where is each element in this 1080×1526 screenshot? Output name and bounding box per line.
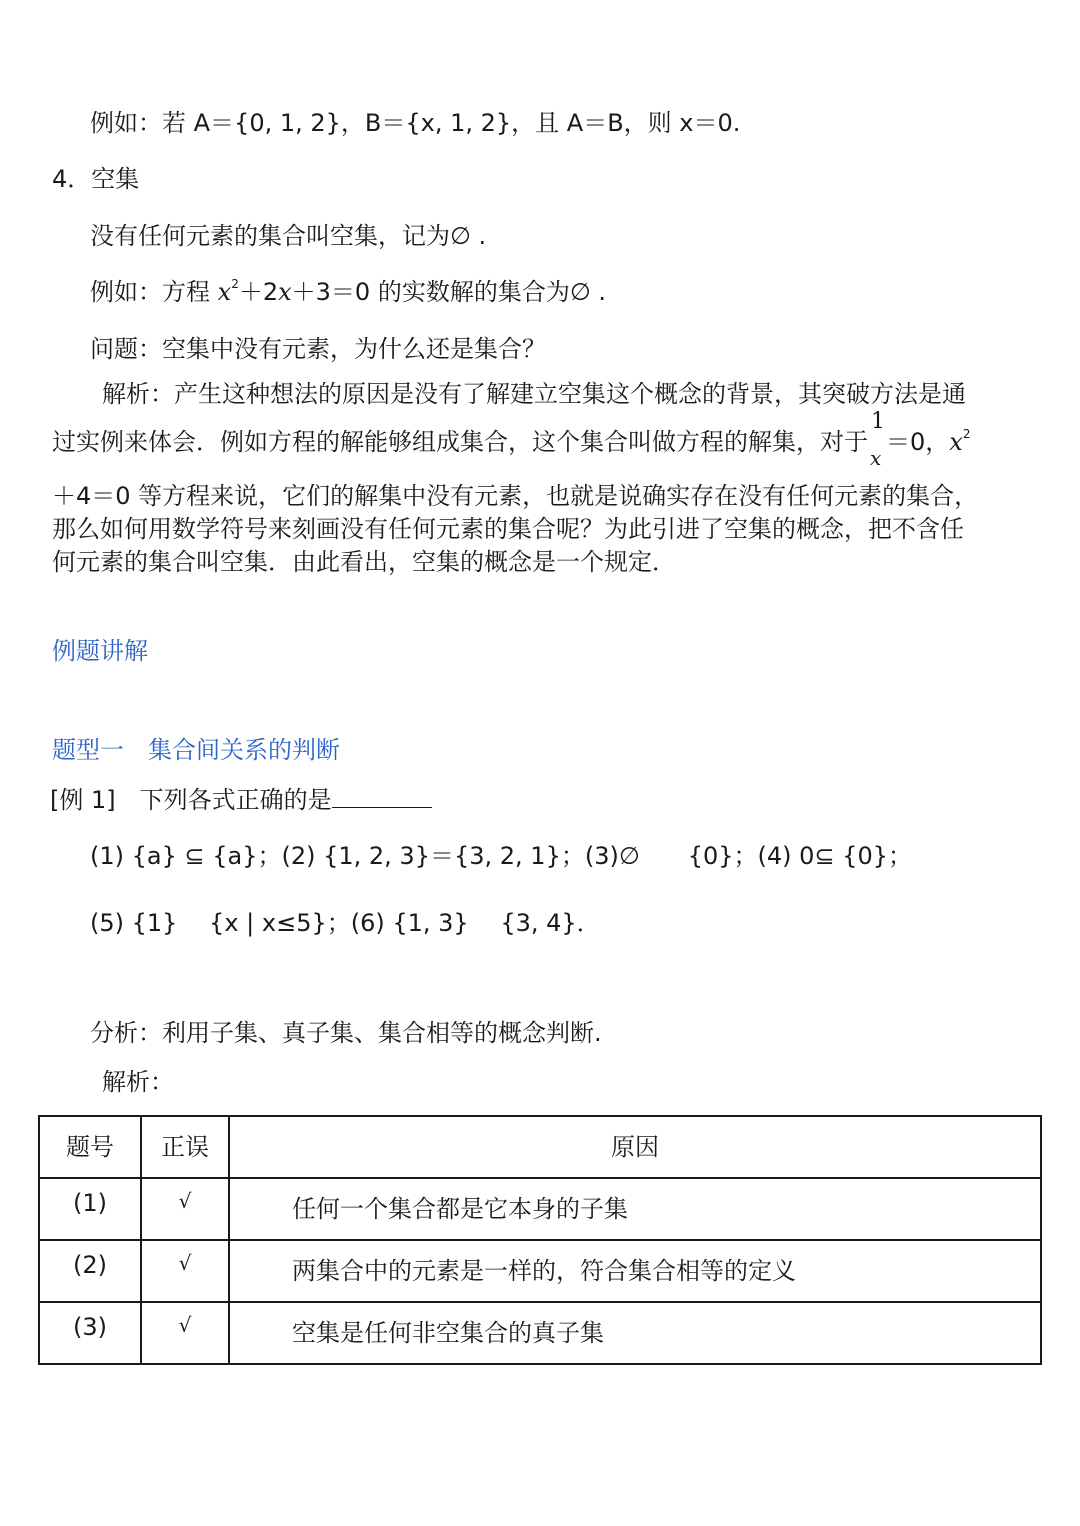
example-1-label: [例 1] — [50, 786, 116, 814]
analysis-line-1: 解析：产生这种想法的原因是没有了解建立空集这个概念的背景，其突破方法是通 — [102, 380, 966, 408]
table-header-row — [39, 1116, 1041, 1178]
header-correctness: 正误 — [141, 1116, 229, 1178]
analysis-line-2-mid: ＝0， — [886, 428, 950, 456]
example-1-prompt — [50, 784, 432, 816]
header-reason: 原因 — [229, 1116, 1041, 1178]
check-icon: √ — [141, 1302, 229, 1364]
equation-var-x: x — [217, 278, 232, 306]
answer-table — [38, 1115, 1042, 1365]
analysis-line-4: 那么如何用数学符号来刻画没有任何元素的集合呢？为此引进了空集的概念，把不含任 — [52, 515, 964, 543]
fraction-numerator: 1 — [871, 409, 885, 434]
example-set-equality: 例如：若 A＝{0, 1, 2}，B＝{x, 1, 2}，且 A＝B，则 x＝0. — [90, 109, 741, 137]
table-row — [39, 1302, 1041, 1364]
analysis-line-5: 何元素的集合叫空集．由此看出，空集的概念是一个规定． — [52, 548, 676, 576]
row-number: (3) — [39, 1302, 141, 1364]
example-1-items-line-2: (5) {1} {x | x≤5}；(6) {1, 3} {3, 4}． — [90, 909, 601, 937]
question-line: 问题：空集中没有元素，为什么还是集合？ — [90, 335, 546, 363]
row-number: (1) — [39, 1178, 141, 1240]
equation-mid: ＋2 — [238, 278, 279, 306]
equation-example — [90, 276, 606, 312]
section-4-title: 4．空集 — [52, 165, 140, 193]
empty-set-definition: 没有任何元素的集合叫空集，记为∅ . — [90, 222, 487, 250]
row-number: (2) — [39, 1240, 141, 1302]
analysis-line-2-prefix: 过实例来体会．例如方程的解能够组成集合，这个集合叫做方程的解集，对于 — [52, 428, 868, 456]
check-icon: √ — [141, 1178, 229, 1240]
table-row — [39, 1240, 1041, 1302]
analysis-hint: 分析：利用子集、真子集、集合相等的概念判断. — [90, 1019, 602, 1047]
fraction-denominator: x — [870, 446, 882, 470]
analysis-var-x: x — [949, 428, 963, 456]
table-row — [39, 1178, 1041, 1240]
equation-suffix: ＋3＝0 的实数解的集合为∅ . — [291, 278, 606, 306]
check-icon: √ — [141, 1240, 229, 1302]
equation-exponent: 2 — [231, 277, 239, 291]
header-number: 题号 — [39, 1116, 141, 1178]
example-1-text: 下列各式正确的是 — [115, 786, 332, 814]
example-1-items-line-1: (1) {a} ⊆ {a}；(2) {1, 2, 3}＝{3, 2, 1}；(3)∅ {0}；(4) 0⊆ {0}； — [90, 842, 912, 870]
row-reason: 任何一个集合都是它本身的子集 — [229, 1178, 1041, 1240]
fraction-one-over-x — [868, 409, 886, 470]
examples-heading: 例题讲解 — [52, 637, 148, 665]
type-1-heading: 题型一 集合间关系的判断 — [52, 736, 340, 764]
equation-var-x2: x — [278, 278, 292, 306]
equation-prefix: 例如：方程 — [90, 278, 218, 306]
answer-blank — [332, 785, 432, 808]
solution-label: 解析： — [102, 1068, 174, 1096]
analysis-exponent: 2 — [962, 427, 971, 441]
analysis-line-3: ＋4＝0 等方程来说，它们的解集中没有元素，也就是说确实存在没有任何元素的集合， — [52, 482, 979, 510]
analysis-line-2 — [52, 409, 971, 470]
row-reason: 两集合中的元素是一样的，符合集合相等的定义 — [229, 1240, 1041, 1302]
row-reason: 空集是任何非空集合的真子集 — [229, 1302, 1041, 1364]
